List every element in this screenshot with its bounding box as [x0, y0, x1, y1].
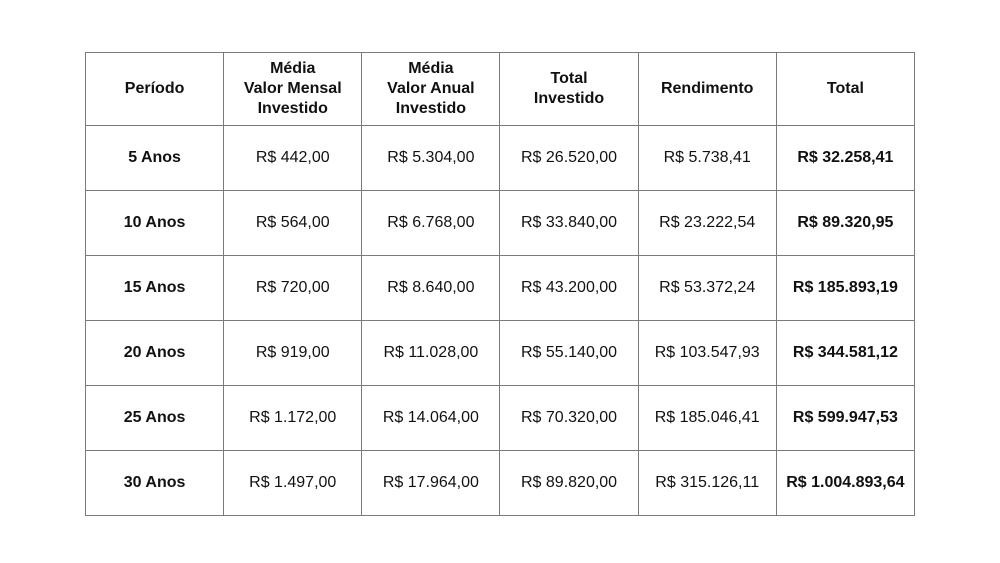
- header-row: [86, 53, 915, 126]
- cell-yield: R$ 315.126,11: [638, 451, 776, 516]
- table-body: [86, 126, 915, 516]
- header-total: Total: [776, 53, 914, 126]
- cell-total-invested: R$ 89.820,00: [500, 451, 638, 516]
- table-row: [86, 451, 915, 516]
- cell-total-invested: R$ 70.320,00: [500, 386, 638, 451]
- cell-annual-average: R$ 17.964,00: [362, 451, 500, 516]
- cell-monthly-average: R$ 1.172,00: [224, 386, 362, 451]
- table-row: [86, 191, 915, 256]
- cell-annual-average: R$ 14.064,00: [362, 386, 500, 451]
- table-header: [86, 53, 915, 126]
- header-period: Período: [86, 53, 224, 126]
- investment-table-container: [85, 52, 915, 516]
- cell-yield: R$ 23.222,54: [638, 191, 776, 256]
- cell-annual-average: R$ 5.304,00: [362, 126, 500, 191]
- cell-total: R$ 32.258,41: [776, 126, 914, 191]
- cell-total-invested: R$ 33.840,00: [500, 191, 638, 256]
- cell-monthly-average: R$ 442,00: [224, 126, 362, 191]
- cell-total-invested: R$ 55.140,00: [500, 321, 638, 386]
- cell-period: 10 Anos: [86, 191, 224, 256]
- cell-total: R$ 89.320,95: [776, 191, 914, 256]
- cell-period: 30 Anos: [86, 451, 224, 516]
- cell-monthly-average: R$ 1.497,00: [224, 451, 362, 516]
- cell-monthly-average: R$ 564,00: [224, 191, 362, 256]
- cell-period: 5 Anos: [86, 126, 224, 191]
- table-row: [86, 386, 915, 451]
- cell-total: R$ 1.004.893,64: [776, 451, 914, 516]
- cell-monthly-average: R$ 720,00: [224, 256, 362, 321]
- cell-total-invested: R$ 43.200,00: [500, 256, 638, 321]
- cell-annual-average: R$ 11.028,00: [362, 321, 500, 386]
- cell-yield: R$ 103.547,93: [638, 321, 776, 386]
- cell-total: R$ 599.947,53: [776, 386, 914, 451]
- cell-period: 15 Anos: [86, 256, 224, 321]
- header-total-invested: Total Investido: [500, 53, 638, 126]
- cell-total: R$ 185.893,19: [776, 256, 914, 321]
- cell-total: R$ 344.581,12: [776, 321, 914, 386]
- header-annual-average: Média Valor Anual Investido: [362, 53, 500, 126]
- cell-period: 25 Anos: [86, 386, 224, 451]
- cell-monthly-average: R$ 919,00: [224, 321, 362, 386]
- cell-yield: R$ 53.372,24: [638, 256, 776, 321]
- cell-annual-average: R$ 8.640,00: [362, 256, 500, 321]
- cell-total-invested: R$ 26.520,00: [500, 126, 638, 191]
- cell-yield: R$ 5.738,41: [638, 126, 776, 191]
- investment-table: [85, 52, 915, 516]
- header-yield: Rendimento: [638, 53, 776, 126]
- cell-period: 20 Anos: [86, 321, 224, 386]
- cell-annual-average: R$ 6.768,00: [362, 191, 500, 256]
- table-row: [86, 126, 915, 191]
- cell-yield: R$ 185.046,41: [638, 386, 776, 451]
- header-monthly-average: Média Valor Mensal Investido: [224, 53, 362, 126]
- table-row: [86, 256, 915, 321]
- table-row: [86, 321, 915, 386]
